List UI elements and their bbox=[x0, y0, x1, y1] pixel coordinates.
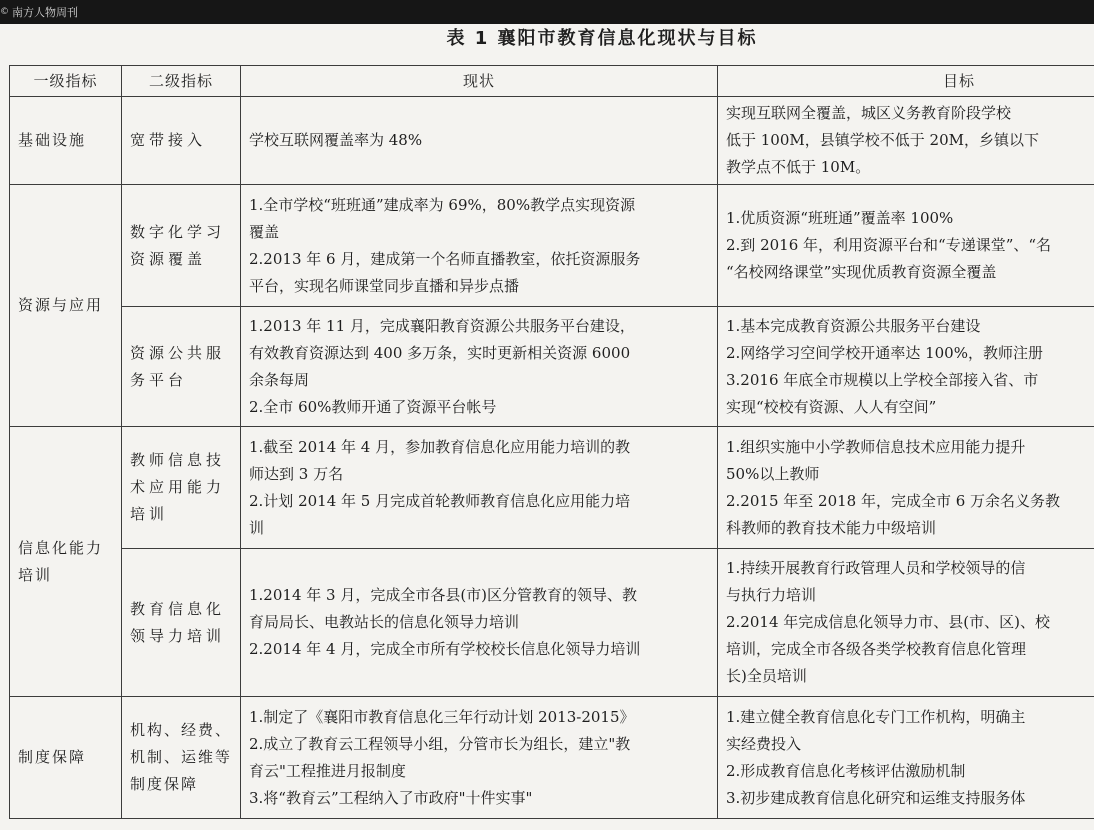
header-level1: 一级指标 bbox=[10, 66, 122, 97]
level1-cell: 资源与应用 bbox=[10, 185, 122, 427]
goal-cell: 1.持续开展教育行政管理人员和学校领导的信 与执行力培训 2.2014 年完成信息化领导力市、县(市、区)、校 培训，完成全市各级各类学校教育信息化管理 长)全员培训 bbox=[718, 549, 1094, 697]
watermark-bar bbox=[0, 0, 1094, 24]
header-status: 现状 bbox=[241, 66, 718, 97]
goal-cell: 1.建立健全教育信息化专门工作机构，明确主 实经费投入 2.形成教育信息化考核评估激励机制 3.初步建成教育信息化研究和运维支持服务体 bbox=[718, 697, 1094, 819]
status-cell: 1.制定了《襄阳市教育信息化三年行动计划 2013-2015》 2.成立了教育云工程领导小组，分管市长为组长，建立"教 育云"工程推进月报制度 3.将“教育云”工程纳入了市政府"十件实事" bbox=[241, 697, 718, 819]
table-row bbox=[10, 697, 1094, 819]
table-row bbox=[10, 549, 1094, 697]
header-goal: 目标 bbox=[718, 66, 1094, 97]
status-cell: 学校互联网覆盖率为 48% bbox=[241, 97, 718, 185]
table-title: 表 1 襄阳市教育信息化现状与目标 bbox=[446, 28, 758, 49]
copyright-symbol: © bbox=[0, 7, 9, 17]
level2-cell: 数字化学习 资源覆盖 bbox=[122, 185, 241, 307]
level1-cell: 信息化能力 培训 bbox=[10, 427, 122, 697]
status-goal-table bbox=[9, 65, 1094, 819]
goal-cell: 1.优质资源“班班通”覆盖率 100% 2.到 2016 年，利用资源平台和“专递课堂”、“名 “名校网络课堂”实现优质教育资源全覆盖 bbox=[718, 185, 1094, 307]
watermark-source: 南方人物周刊 bbox=[12, 6, 78, 19]
status-cell: 1.2014 年 3 月，完成全市各县(市)区分管教育的领导、教 育局局长、电教站长的信息化领导力培训 2.2014 年 4 月，完成全市所有学校校长信息化领导力培训 bbox=[241, 549, 718, 697]
table-row bbox=[10, 97, 1094, 185]
table-row bbox=[10, 307, 1094, 427]
document-page bbox=[0, 24, 1094, 830]
status-cell: 1.全市学校“班班通”建成率为 69%，80%教学点实现资源 覆盖 2.2013 年 6 月，建成第一个名师直播教室，依托资源服务 平台，实现名师课堂同步直播和异步点播 bbox=[241, 185, 718, 307]
goal-cell: 1.组织实施中小学教师信息技术应用能力提升 50%以上教师 2.2015 年至 2018 年，完成全市 6 万余名义务教 科教师的教育技术能力中级培训 bbox=[718, 427, 1094, 549]
level1-cell: 基础设施 bbox=[10, 97, 122, 185]
level2-cell: 教育信息化 领导力培训 bbox=[122, 549, 241, 697]
goal-cell: 1.基本完成教育资源公共服务平台建设 2.网络学习空间学校开通率达 100%，教师注册 3.2016 年底全市规模以上学校全部接入省、市 实现“校校有资源、人人有空间” bbox=[718, 307, 1094, 427]
level2-cell: 宽带接入 bbox=[122, 97, 241, 185]
status-cell: 1.2013 年 11 月，完成襄阳教育资源公共服务平台建设， 有效教育资源达到 400 多万条，实时更新相关资源 6000 余条每周 2.全市 60%教师开通了资源平台帐号 bbox=[241, 307, 718, 427]
table-row bbox=[10, 185, 1094, 307]
level2-cell: 机构、经费、 机制、运维等 制度保障 bbox=[122, 697, 241, 819]
level2-cell: 教师信息技 术应用能力 培训 bbox=[122, 427, 241, 549]
level2-cell: 资源公共服 务平台 bbox=[122, 307, 241, 427]
level1-cell: 制度保障 bbox=[10, 697, 122, 819]
status-cell: 1.截至 2014 年 4 月，参加教育信息化应用能力培训的教 师达到 3 万名 2.计划 2014 年 5 月完成首轮教师教育信息化应用能力培 训 bbox=[241, 427, 718, 549]
table-row bbox=[10, 427, 1094, 549]
header-row bbox=[10, 66, 1094, 97]
header-level2: 二级指标 bbox=[122, 66, 241, 97]
goal-cell: 实现互联网全覆盖，城区义务教育阶段学校 低于 100M，县镇学校不低于 20M，乡镇以下 教学点不低于 10M。 bbox=[718, 97, 1094, 185]
